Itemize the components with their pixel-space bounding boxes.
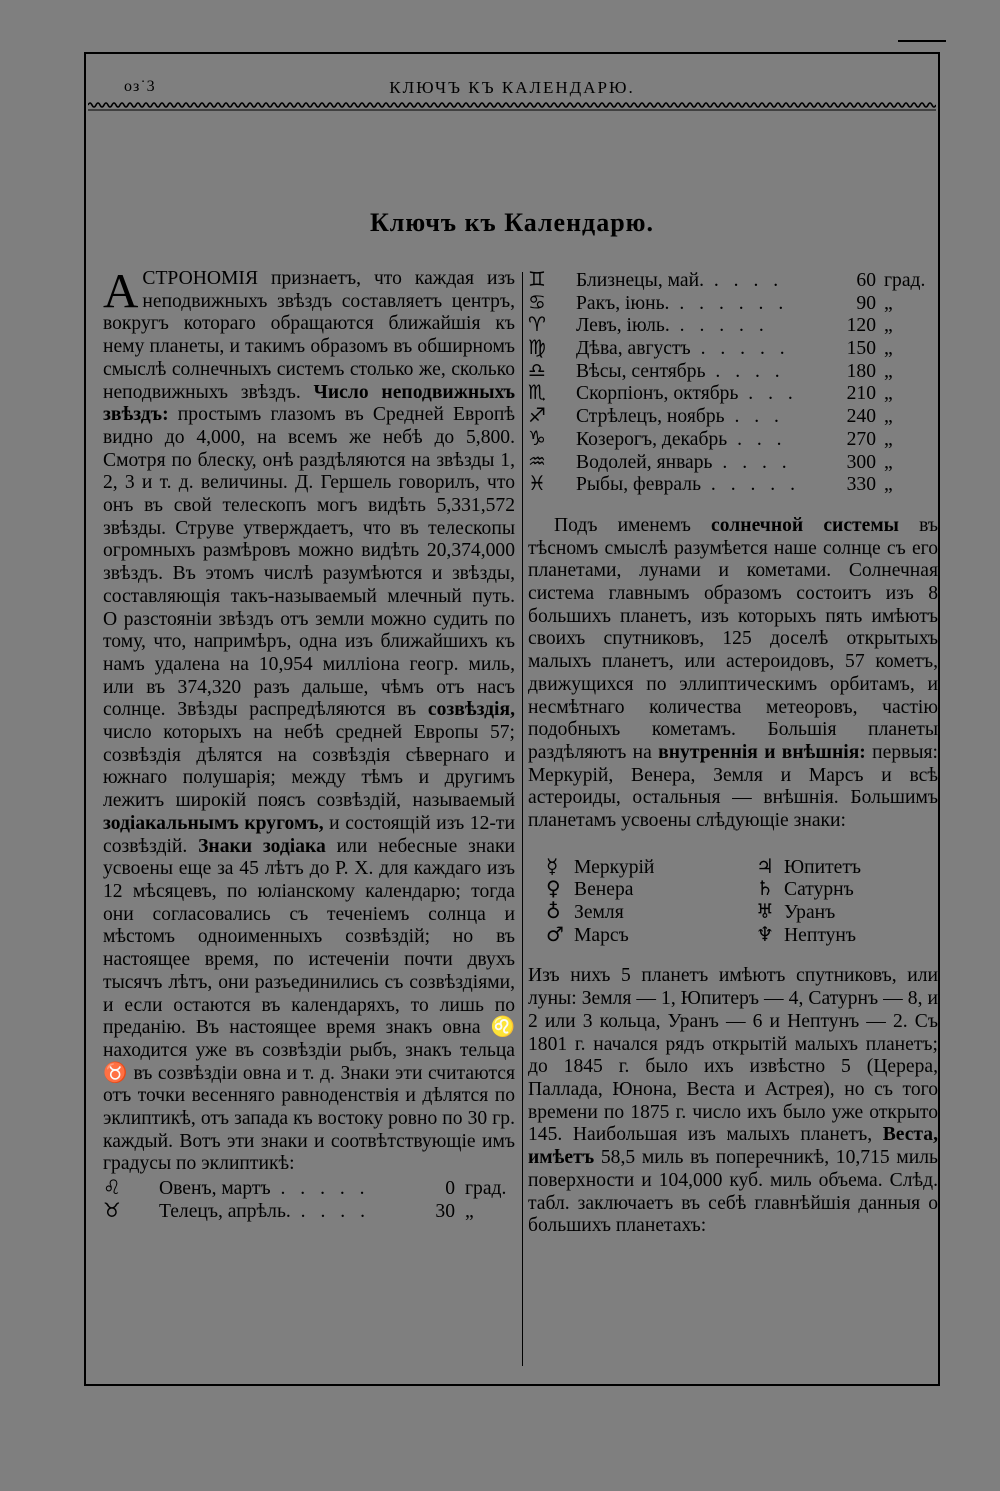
drop-cap: А	[103, 263, 139, 318]
zodiac-degrees: 90	[856, 292, 876, 314]
zodiac-row	[528, 472, 938, 495]
zodiac-row	[103, 1199, 515, 1222]
zodiac-row	[528, 336, 938, 359]
planet-name: Земля	[574, 902, 624, 924]
zodiac-sign-icon: ♒	[528, 448, 546, 473]
intro-segment: или небесные знаки усвоены еще за 45 лѣтъ до Р. Х. для каждаго изъ 12 мѣсяцевъ, по юліанскому календарю; тогда они согласовались съ теченіемъ солнца и мѣстомъ одноименныхъ созвѣздій; но въ настоящее время, по истеченіи почти двухъ тысячъ лѣтъ, они разъединились съ созвѣздіями, и если остаются въ календаряхъ, то лишь по преданію. Въ настоящее время знакъ овна ♌ находится уже въ созвѣздіи рыбъ, знакъ тельца ♉ въ созвѣздіи овна и т. д. Знаки эти считаются отъ точки весенняго равноденствія и дѣлятся по эклиптикѣ, отъ запада къ востоку ровно по 30 гр. каждый. Вотъ эти знаки и соотвѣтствующіе имъ градусы по эклиптикѣ:	[103, 835, 515, 1175]
zodiac-unit: „	[884, 292, 893, 314]
moons-segment: Изъ нихъ 5 планетъ имѣютъ спутниковъ, или луны: Земля — 1, Юпитеръ — 4, Сатурнъ — 8, и 2 или 3 кольца, Уранъ — 6 и Нептунъ — 2. Съ 1801 г. начался рядъ открытій малыхъ планетъ; до 1845 г. было ихъ извѣстно 5 (Церера, Паллада, Юнона, Веста и Астрея), но съ того времени по 1875 г. число ихъ было уже открыто 145. Наибольшая изъ малыхъ планетъ,	[528, 965, 938, 1146]
zodiac-degrees: 0	[445, 1178, 455, 1200]
page-title: Ключъ къ Календарю.	[369, 208, 655, 237]
zodiac-name: Рыбы, февраль . . . . .	[576, 474, 800, 496]
zodiac-degrees: 150	[846, 338, 876, 360]
moons-paragraph	[528, 965, 938, 1237]
planet-item	[756, 855, 956, 878]
planet-name: Меркурій	[574, 856, 655, 878]
column-divider	[522, 272, 523, 1366]
leader-dots: . . . .	[703, 270, 784, 291]
zodiac-list-left	[103, 1176, 515, 1221]
leader-dots: . . . . .	[669, 315, 769, 337]
planet-symbol-icon: ♃	[756, 853, 774, 878]
intro-segment: и состоящій изъ 12-ти созвѣздій.	[103, 812, 515, 857]
zodiac-row	[528, 359, 938, 382]
intro-text	[103, 263, 515, 1175]
intro-segment: Знаки зодіака	[198, 835, 326, 857]
zodiac-row	[528, 404, 938, 427]
intro-segment: созвѣздія,	[427, 699, 515, 721]
solar-system-segment: первыя: Меркурій, Венера, Земля и Марсъ и всѣ астероиды, остальныя — внѣшнія. Большимъ планетамъ усвоены слѣдующіе знаки:	[528, 741, 938, 832]
zodiac-unit: „	[884, 451, 893, 473]
zodiac-name: Дѣва, августъ . . . . .	[576, 338, 790, 360]
planet-item	[546, 900, 756, 923]
zodiac-sign-icon: ♏	[528, 380, 546, 405]
leader-dots: . . . .	[705, 360, 785, 382]
planet-symbol-icon: ♂	[546, 921, 564, 946]
intro-segment: зодіакальнымъ кругомъ,	[103, 812, 324, 834]
planet-symbol-icon: ♅	[756, 899, 774, 924]
moons-segment: Веста, имѣетъ	[528, 1124, 938, 1169]
intro-segment: Число неподвижныхъ звѣздъ:	[103, 381, 515, 426]
planet-name: Венера	[574, 879, 634, 901]
zodiac-sign-icon: ♍	[528, 335, 546, 360]
planet-item	[546, 877, 756, 900]
leader-dots: . . . .	[290, 1200, 370, 1222]
zodiac-row	[528, 427, 938, 450]
running-header	[84, 76, 940, 100]
running-title: КЛЮЧЪ КЪ КАЛЕНДАРЮ.	[389, 78, 635, 97]
zodiac-sign-icon: ♊	[528, 267, 546, 291]
zodiac-unit: „	[884, 474, 893, 496]
zodiac-sign-icon: ♐	[528, 403, 546, 428]
zodiac-sign-icon: ♋	[528, 289, 546, 314]
zodiac-row	[528, 291, 938, 314]
zodiac-degrees: 180	[846, 360, 876, 382]
zodiac-name: Скорпіонъ, октябрь . . .	[576, 383, 798, 405]
zodiac-degrees: 270	[846, 428, 876, 450]
zodiac-unit: „	[884, 338, 893, 360]
zodiac-sign-icon: ♑	[528, 425, 546, 450]
zodiac-row	[528, 313, 938, 336]
leader-dots: . . .	[724, 406, 784, 428]
planet-item	[546, 923, 756, 946]
zodiac-unit: град.	[465, 1178, 507, 1200]
zodiac-sign-icon: ♓	[528, 471, 546, 496]
zodiac-name: Вѣсы, сентябрь . . . .	[576, 360, 785, 382]
zodiac-name: Водолей, январь . . . .	[576, 451, 792, 473]
zodiac-name: Козерогъ, декабрь . . .	[576, 428, 787, 450]
planet-name: Юпитетъ	[784, 856, 862, 878]
zodiac-degrees: 30	[435, 1200, 455, 1222]
solar-system-paragraph	[528, 515, 938, 833]
planet-name: Марсъ	[574, 924, 629, 946]
zodiac-unit: „	[884, 315, 893, 337]
right-column	[528, 268, 938, 1238]
planet-symbol-icon: ♁	[546, 899, 561, 924]
zodiac-list-right	[528, 268, 938, 495]
solar-system-segment: Подъ именемъ	[554, 514, 712, 536]
planet-symbol-icon: ♀	[546, 876, 561, 901]
zodiac-unit: град.	[884, 270, 926, 291]
planet-name: Уранъ	[784, 902, 836, 924]
zodiac-unit: „	[884, 406, 893, 428]
leader-dots: . . . .	[712, 451, 792, 473]
intro-segment: число которыхъ на небѣ средней Европы 57; созвѣздія дѣлятся на созвѣздія сѣвернаго и южнаго полушарія; между тѣмъ и другимъ лежитъ широкій поясъ созвѣздій, называемый	[103, 722, 515, 812]
zodiac-name: Левъ, іюль. . . . . .	[576, 315, 769, 337]
planet-item	[546, 855, 756, 878]
zodiac-name: Стрѣлецъ, ноябрь . . .	[576, 406, 784, 428]
zodiac-name: Близнецы, май. . . . .	[576, 270, 784, 291]
zodiac-degrees: 240	[846, 406, 876, 428]
zodiac-sign-icon: ♈	[528, 312, 546, 337]
zodiac-row	[528, 268, 938, 291]
planet-symbols	[546, 855, 938, 946]
leader-dots: . . . . .	[270, 1178, 370, 1200]
intro-segment: простымъ глазомъ въ Средней Европѣ видно до 4,000, на всемъ же небѣ до 5,800. Смотря по блеску, онѣ раздѣляются на звѣзды 1, 2, 3 и т. д. величины. Д. Гершель говорилъ, что онъ въ свой телескопъ могъ видѣть 5,331,572 звѣзды. Струве утверждаетъ, что въ телескопы огромныхъ размѣровъ можно видѣть 20,374,000 звѣздъ. Въ этомъ числѣ разумѣются и звѣзды, составляющія такъ-называемый млечный путь. О разстояніи звѣздъ отъ земли можно судить по тому, что, напримѣръ, одна изъ ближайшихъ къ намъ удалена на 10,954 милліона геогр. миль, или въ 374,320 разъ дальше, чѣмъ отъ насъ солнце. Звѣзды распредѣляются въ	[103, 404, 515, 721]
solar-system-segment: въ тѣсномъ смыслѣ разумѣется наше солнце съ его планетами, лунами и кометами. Солнечная система главнымъ образомъ состоитъ изъ 8 большихъ планетъ, изъ которыхъ пять имѣютъ своихъ спутниковъ, 125 доселѣ открытыхъ малыхъ планетъ, или астероидовъ, 57 кометъ, движущихся по эллиптическимъ орбитамъ, и несмѣтнаго количества метеоровъ, частію подобныхъ кометамъ. Большія планеты раздѣляютъ на	[528, 514, 939, 763]
zodiac-row	[103, 1176, 515, 1199]
zodiac-unit: „	[884, 428, 893, 450]
intro-segment: СТРОНОМIЯ признаетъ, что каждая изъ неподвижныхъ звѣздъ составляетъ центръ, вокругъ котораго обращаются ближайшія къ нему планеты, и такимъ образомъ въ обширномъ смыслѣ солнечныхъ системъ столько же, сколько неподвижныхъ звѣздъ.	[103, 268, 515, 403]
zodiac-unit: „	[465, 1200, 474, 1222]
planet-item	[756, 900, 956, 923]
planet-symbol-icon: ♆	[756, 921, 774, 946]
zodiac-row	[528, 450, 938, 473]
zodiac-degrees: 300	[846, 451, 876, 473]
planet-symbol-icon: ♄	[756, 876, 774, 901]
zodiac-degrees: 60	[856, 270, 876, 291]
leader-dots: . . . . .	[701, 474, 800, 496]
zodiac-sign-icon: ♉	[103, 1197, 121, 1222]
zodiac-name: Ракъ, іюнь. . . . . . .	[576, 292, 789, 314]
intro-paragraph	[103, 263, 515, 1176]
zodiac-unit: „	[884, 383, 893, 405]
zodiac-degrees: 120	[846, 315, 876, 337]
zodiac-row	[528, 381, 938, 404]
moons-segment: 58,5 миль въ поперечникѣ, 10,715 миль поверхности и 104,000 куб. миль объема. Слѣд. табл. заключаетъ въ себѣ главнѣйшія данныя о большихъ планетахъ:	[528, 1147, 938, 1237]
zodiac-degrees: 210	[846, 383, 876, 405]
solar-system-segment: солнечной системы	[711, 514, 899, 536]
zodiac-unit: „	[884, 360, 893, 382]
planet-item	[756, 923, 956, 946]
left-column	[103, 263, 515, 1222]
planet-name: Сатурнъ	[784, 879, 854, 901]
top-corner-rule	[898, 40, 946, 42]
wavy-rule	[88, 100, 936, 112]
leader-dots: . . . . . .	[669, 292, 789, 314]
zodiac-name: Телецъ, апрѣль. . . . .	[159, 1200, 370, 1222]
leader-dots: . . .	[738, 383, 798, 405]
leader-dots: . . . . .	[690, 338, 790, 360]
leader-dots: . . .	[727, 428, 787, 450]
page-number: оз˙3	[124, 78, 156, 95]
zodiac-sign-icon: ♌	[103, 1175, 121, 1200]
planet-name: Нептунъ	[784, 924, 857, 946]
planet-item	[756, 877, 956, 900]
zodiac-degrees: 330	[846, 474, 876, 496]
zodiac-sign-icon: ♎	[528, 357, 546, 382]
zodiac-name: Овенъ, мартъ . . . . .	[159, 1178, 370, 1200]
planet-symbol-icon: ☿	[546, 853, 559, 878]
solar-system-segment: внутреннія и внѣшнія:	[658, 741, 866, 763]
